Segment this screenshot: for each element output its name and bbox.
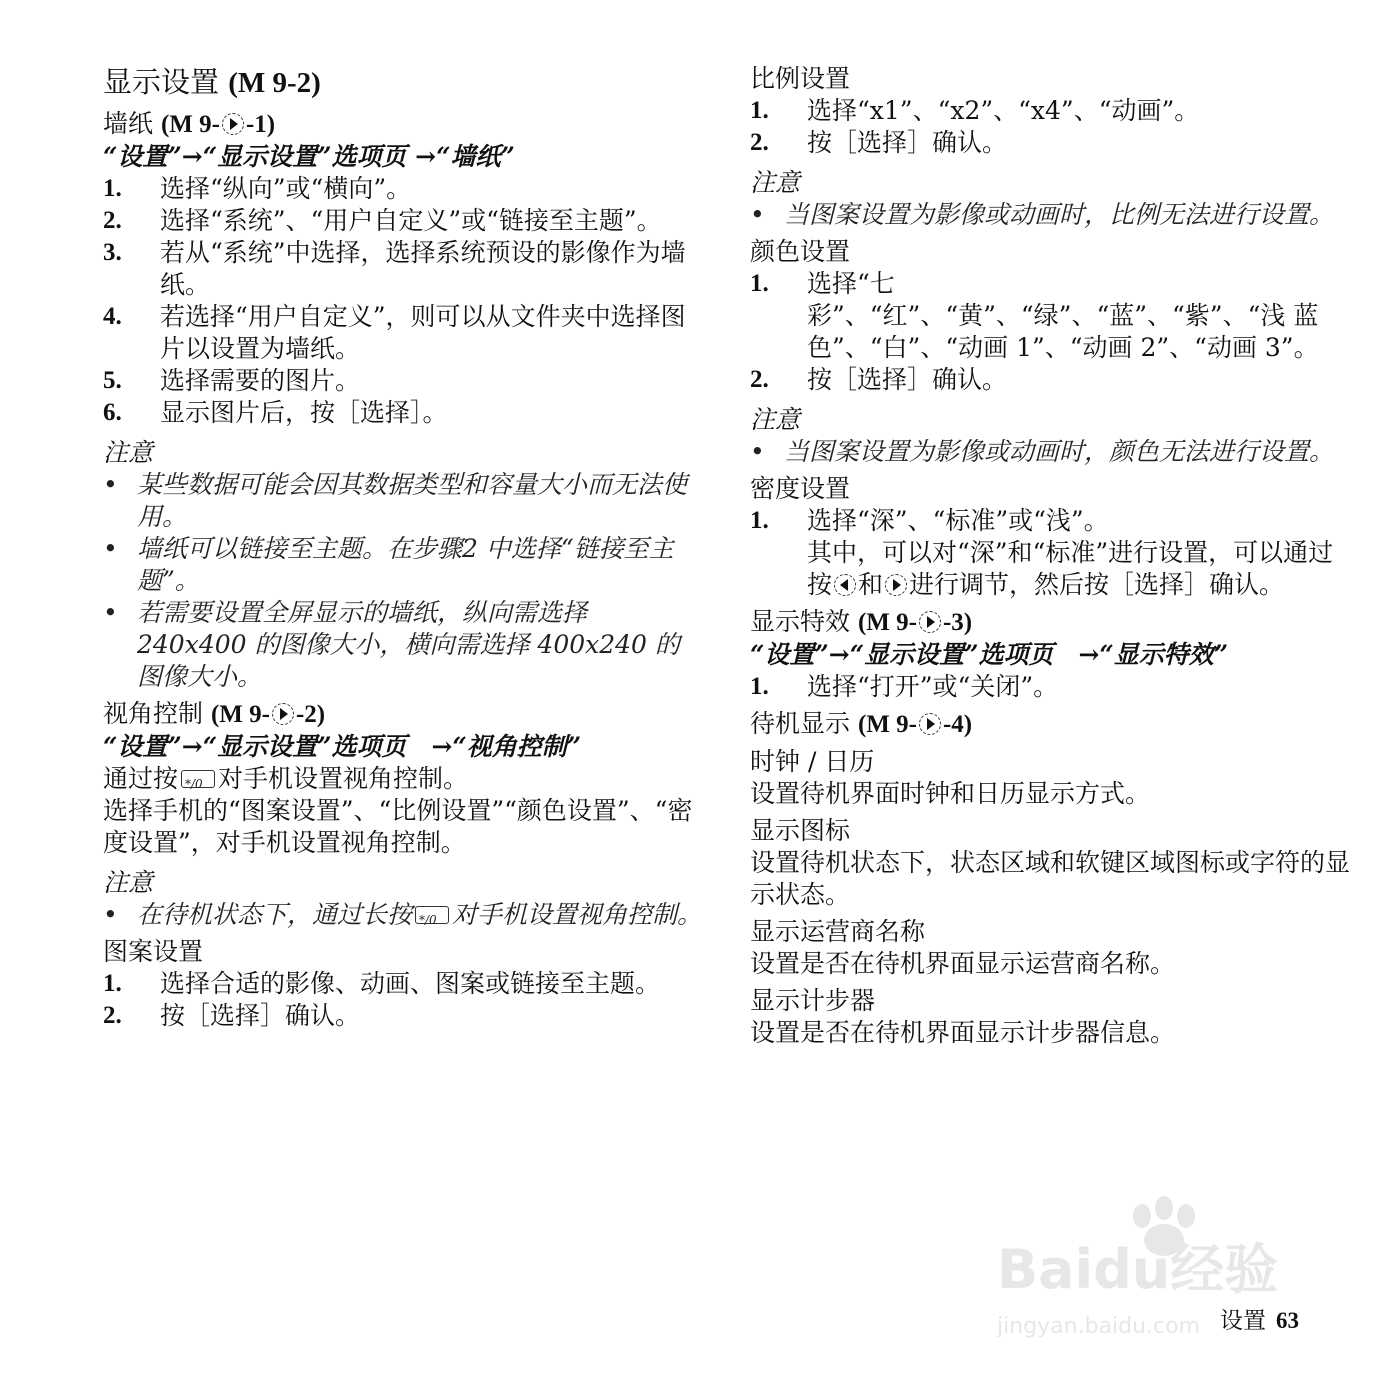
list-item: 1. 选择“七彩”、“红”、“黄”、“绿”、“蓝”、“紫”、“浅 蓝 色”、“白”、“动画 1”、“动画 2”、“动画 3”。 — [750, 269, 1319, 362]
effect-heading: 显示特效 (M 9- -3) — [750, 607, 973, 636]
list-item: 5. 选择需要的图片。 — [103, 366, 361, 395]
color-notes — [750, 436, 1350, 468]
footer-section: 设置 — [1220, 1308, 1266, 1334]
list-item: 2. 选择“系统”、“用户自定义”或“链接至主题”。 — [103, 206, 662, 235]
note-item: • 当图案设置为影像或动画时，比例无法进行设置。 — [750, 199, 1350, 231]
list-item: 4. 若选择“用户自定义”，则可以从文件夹中选择图片以设置为墙纸。 — [103, 302, 686, 363]
nav-right-icon — [919, 713, 941, 735]
viewangle-menu-path: “设置”→“显示设置”选项页 →“视角控制” — [103, 732, 582, 761]
effect-steps — [750, 671, 1350, 703]
watermark-brand: Baidu经验 — [997, 1238, 1279, 1301]
star-zero-key-icon — [415, 906, 449, 924]
pattern-steps — [103, 968, 703, 1032]
standby-item-desc: 设置是否在待机界面显示计步器信息。 — [750, 1018, 1176, 1047]
note-item: • 当图案设置为影像或动画时，颜色无法进行设置。 — [750, 436, 1350, 468]
list-item: 2. 按［选择］确认。 — [103, 1001, 361, 1030]
list-item: 1. 选择“纵向”或“横向”。 — [103, 174, 412, 203]
standby-item-title: 显示运营商名称 — [750, 917, 926, 946]
list-item: 1. 选择“打开”或“关闭”。 — [750, 672, 1059, 701]
list-item: 2. 按［选择］确认。 — [750, 365, 1008, 394]
standby-item-title: 显示计步器 — [750, 986, 876, 1015]
color-steps — [750, 268, 1350, 396]
nav-right-icon — [222, 113, 244, 135]
note-item: • 在待机状态下，通过长按*/0 对手机设置视角控制。 — [103, 899, 703, 931]
list-item: 1. 选择合适的影像、动画、图案或链接至主题。 — [103, 969, 661, 998]
list-item: 1. 选择“x1”、“x2”、“x4”、“动画”。 — [750, 96, 1200, 125]
list-item: 3. 若从“系统”中选择，选择系统预设的影像作为墙纸。 — [103, 238, 686, 299]
standby-item-desc: 设置待机状态下，状态区域和软键区域图标或字符的显示状态。 — [750, 848, 1351, 909]
density-heading: 密度设置 — [750, 474, 851, 503]
page-footer — [1220, 1302, 1299, 1335]
note-item: • 墙纸可以链接至主题。在步骤2 中选择“链接至主题”。 — [103, 533, 703, 597]
nav-left-icon — [834, 574, 856, 596]
list-item: 1. 选择“深”、“标准”或“浅”。 其中，可以对“深”和“标准”进行设置，可以通过按 和 进行调节，然后按［选择］确认。 — [750, 506, 1334, 599]
note-title: 注意 — [750, 168, 801, 197]
wallpaper-menu-path: “设置”→“显示设置”选项页 →“墙纸” — [103, 142, 515, 171]
watermark-url: jingyan.baidu.com — [997, 1314, 1201, 1339]
page-title: 显示设置 (M 9-2) — [103, 65, 321, 99]
effect-menu-path: “设置”→“显示设置”选项页 →“显示特效” — [750, 640, 1229, 669]
nav-right-icon — [272, 703, 294, 725]
left-column — [103, 62, 703, 1032]
ratio-steps — [750, 95, 1350, 159]
list-item: 2. 按［选择］确认。 — [750, 128, 1008, 157]
density-steps — [750, 505, 1350, 601]
viewangle-desc-2: 选择手机的“图案设置”、“比例设置”“颜色设置”、“密度设置”，对手机设置视角控制。 — [103, 796, 693, 857]
note-item: • 某些数据可能会因其数据类型和容量大小而无法使用。 — [103, 469, 703, 533]
ratio-heading: 比例设置 — [750, 64, 851, 93]
pattern-heading: 图案设置 — [103, 937, 204, 966]
color-heading: 颜色设置 — [750, 237, 851, 266]
wallpaper-heading: 墙纸 (M 9- -1) — [103, 109, 276, 138]
note-title: 注意 — [103, 868, 154, 897]
list-item: 6. 显示图片后，按［选择］。 — [103, 398, 448, 427]
ratio-notes — [750, 199, 1350, 231]
nav-right-icon — [885, 574, 907, 596]
star-zero-key-icon — [181, 770, 215, 788]
page-number: 63 — [1276, 1308, 1299, 1333]
standby-item-title: 时钟 / 日历 — [750, 747, 875, 776]
viewangle-notes — [103, 899, 703, 931]
viewangle-heading: 视角控制 (M 9- -2) — [103, 699, 326, 728]
note-item: • 若需要设置全屏显示的墙纸，纵向需选择 240x400 的图像大小，横向需选择 400x240 的图像大小。 — [103, 597, 703, 693]
right-column — [750, 62, 1350, 1049]
standby-item-title: 显示图标 — [750, 816, 851, 845]
standby-item-desc: 设置待机界面时钟和日历显示方式。 — [750, 779, 1151, 808]
standby-item-desc: 设置是否在待机界面显示运营商名称。 — [750, 949, 1176, 978]
viewangle-desc: 通过按*/0 对手机设置视角控制。 — [103, 763, 703, 795]
note-title: 注意 — [750, 405, 801, 434]
wallpaper-notes — [103, 469, 703, 693]
wallpaper-steps — [103, 173, 703, 429]
nav-right-icon — [919, 611, 941, 633]
standby-heading: 待机显示 (M 9- -4) — [750, 709, 973, 738]
note-title: 注意 — [103, 438, 154, 467]
